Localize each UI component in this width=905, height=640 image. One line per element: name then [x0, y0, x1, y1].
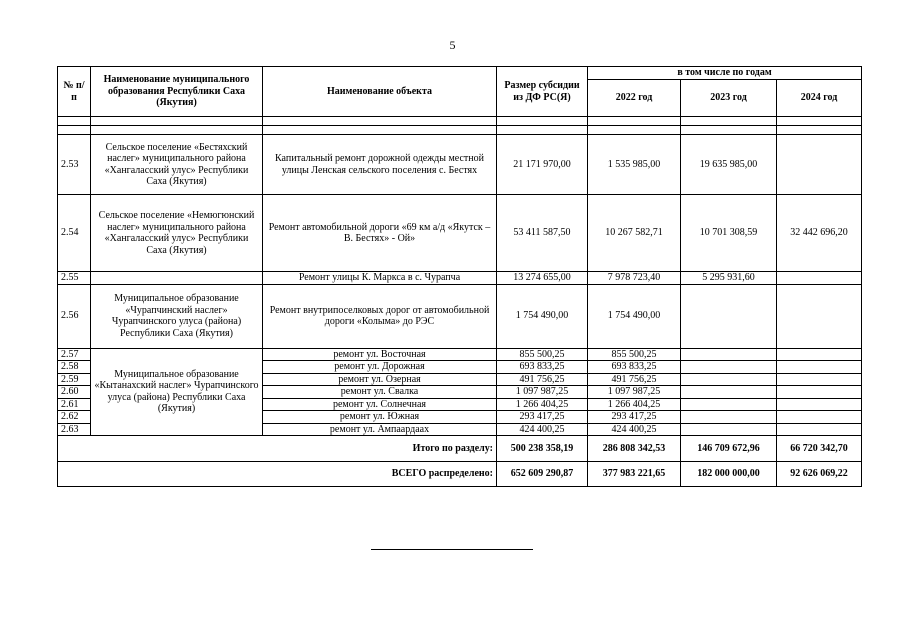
row-2022: 855 500,25	[588, 348, 681, 361]
signature-divider	[371, 549, 533, 550]
table-row	[58, 348, 862, 361]
row-subsidy: 1 266 404,25	[497, 398, 588, 411]
row-2022: 491 756,25	[588, 373, 681, 386]
row-object: ремонт ул. Ампаардаах	[263, 423, 497, 436]
row-num: 2.58	[58, 361, 91, 374]
row-object: Капитальный ремонт дорожной одежды местной улицы Ленская сельского поселения с. Бестях	[263, 135, 497, 195]
grand-total-2022: 377 983 221,65	[588, 462, 681, 487]
row-subsidy: 855 500,25	[497, 348, 588, 361]
row-2024	[777, 423, 862, 436]
row-2022: 1 097 987,25	[588, 386, 681, 399]
row-2023: 10 701 308,59	[681, 195, 777, 272]
header-2023: 2023 год	[681, 80, 777, 117]
row-object: ремонт ул. Южная	[263, 411, 497, 424]
row-2023: 19 635 985,00	[681, 135, 777, 195]
row-2024: 32 442 696,20	[777, 195, 862, 272]
row-2022: 10 267 582,71	[588, 195, 681, 272]
table-row	[58, 272, 862, 285]
header-municipality: Наименование муниципального образования Республики Саха (Якутия)	[91, 67, 263, 117]
grand-total-2024: 92 626 069,22	[777, 462, 862, 487]
section-total-row	[58, 436, 862, 462]
grand-total-row	[58, 462, 862, 487]
page-number: 5	[449, 38, 456, 52]
table-row	[58, 284, 862, 348]
row-2022: 424 400,25	[588, 423, 681, 436]
row-2023	[681, 361, 777, 374]
row-num: 2.55	[58, 272, 91, 285]
row-2023	[681, 398, 777, 411]
header-2024: 2024 год	[777, 80, 862, 117]
header-row	[58, 67, 862, 80]
header-num: № п/п	[58, 67, 91, 117]
row-2024	[777, 272, 862, 285]
grand-total-label: ВСЕГО распределено:	[58, 462, 497, 487]
row-2022: 293 417,25	[588, 411, 681, 424]
row-object: ремонт ул. Озерная	[263, 373, 497, 386]
row-subsidy: 13 274 655,00	[497, 272, 588, 285]
row-2023: 5 295 931,60	[681, 272, 777, 285]
row-object: Ремонт автомобильной дороги «69 км а/д «Якутск – В. Бестях» - Ой»	[263, 195, 497, 272]
subsidy-table	[57, 66, 862, 487]
section-total-2022: 286 808 342,53	[588, 436, 681, 462]
row-object: Ремонт улицы К. Маркса в с. Чурапча	[263, 272, 497, 285]
row-2024	[777, 348, 862, 361]
row-2024	[777, 373, 862, 386]
row-2024	[777, 411, 862, 424]
grand-total-2023: 182 000 000,00	[681, 462, 777, 487]
row-2023	[681, 386, 777, 399]
spacer-row	[58, 126, 862, 135]
row-2023	[681, 284, 777, 348]
header-subsidy: Размер субсидии из ДФ РС(Я)	[497, 67, 588, 117]
row-object: ремонт ул. Восточная	[263, 348, 497, 361]
section-total-2024: 66 720 342,70	[777, 436, 862, 462]
row-num: 2.54	[58, 195, 91, 272]
row-object: Ремонт внутрипоселковых дорог от автомобильной дороги «Колыма» до РЭС	[263, 284, 497, 348]
grand-total-subsidy: 652 609 290,87	[497, 462, 588, 487]
row-subsidy: 693 833,25	[497, 361, 588, 374]
row-subsidy: 491 756,25	[497, 373, 588, 386]
row-municipality	[91, 272, 263, 285]
header-object: Наименование объекта	[263, 67, 497, 117]
row-2023	[681, 348, 777, 361]
row-2023	[681, 423, 777, 436]
row-2022: 693 833,25	[588, 361, 681, 374]
table-row	[58, 195, 862, 272]
row-subsidy: 21 171 970,00	[497, 135, 588, 195]
row-municipality: Муниципальное образование «Чурапчинский наслег» Чурапчинского улуса (района) Республики Саха (Якутия)	[91, 284, 263, 348]
row-object: ремонт ул. Солнечная	[263, 398, 497, 411]
section-total-2023: 146 709 672,96	[681, 436, 777, 462]
row-subsidy: 293 417,25	[497, 411, 588, 424]
row-2024	[777, 386, 862, 399]
row-num: 2.53	[58, 135, 91, 195]
row-object: ремонт ул. Свалка	[263, 386, 497, 399]
row-num: 2.63	[58, 423, 91, 436]
row-2024	[777, 398, 862, 411]
row-2024	[777, 284, 862, 348]
row-subsidy: 424 400,25	[497, 423, 588, 436]
row-municipality: Сельское поселение «Немюгюнский наслег» муниципального района «Хангаласский улус» Республики Саха (Якутия)	[91, 195, 263, 272]
row-2022: 1 754 490,00	[588, 284, 681, 348]
row-2022: 1 535 985,00	[588, 135, 681, 195]
row-num: 2.57	[58, 348, 91, 361]
row-2022: 1 266 404,25	[588, 398, 681, 411]
row-subsidy: 53 411 587,50	[497, 195, 588, 272]
row-subsidy: 1 097 987,25	[497, 386, 588, 399]
group-municipality: Муниципальное образование «Кытанахский наслег» Чурапчинского улуса (района) Республики Саха (Якутия)	[91, 348, 263, 436]
row-subsidy: 1 754 490,00	[497, 284, 588, 348]
section-total-subsidy: 500 238 358,19	[497, 436, 588, 462]
row-2023	[681, 411, 777, 424]
row-num: 2.61	[58, 398, 91, 411]
spacer-row	[58, 117, 862, 126]
section-total-label: Итого по разделу:	[58, 436, 497, 462]
row-2024	[777, 135, 862, 195]
row-2024	[777, 361, 862, 374]
row-num: 2.62	[58, 411, 91, 424]
header-by-years: в том числе по годам	[588, 67, 862, 80]
table-row	[58, 135, 862, 195]
header-2022: 2022 год	[588, 80, 681, 117]
row-num: 2.59	[58, 373, 91, 386]
row-2023	[681, 373, 777, 386]
row-num: 2.60	[58, 386, 91, 399]
row-object: ремонт ул. Дорожная	[263, 361, 497, 374]
row-num: 2.56	[58, 284, 91, 348]
row-2022: 7 978 723,40	[588, 272, 681, 285]
row-municipality: Сельское поселение «Бестяхский наслег» муниципального района «Хангаласский улус» Республики Саха (Якутия)	[91, 135, 263, 195]
